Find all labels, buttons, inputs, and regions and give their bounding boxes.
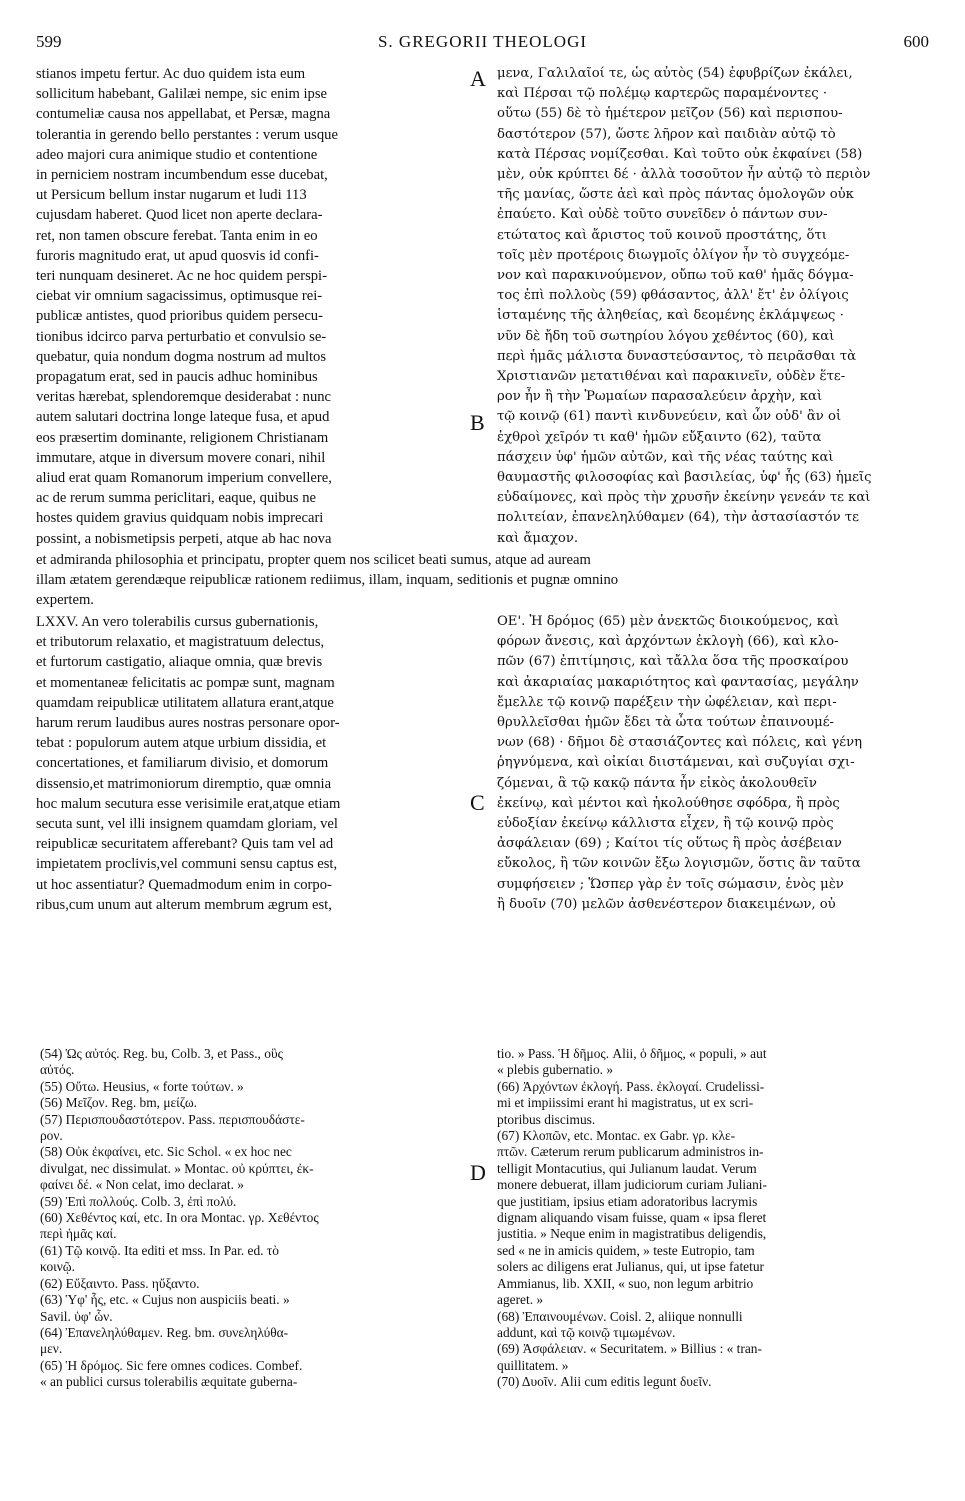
greek-line: ἐκείνῳ, καὶ μέντοι καὶ ἠκολούθησε σφόδρα, ἢ πρὸς [497,795,840,811]
footnote-line: (54) Ὡς αὐτός. Reg. bu, Colb. 3, et Pass., οὓς [40,1046,283,1061]
latin-line: secuta sunt, vel illi insignem quamdam gloriam, vel [36,816,338,833]
latin-line: et momentaneæ felicitatis ac pompæ sunt, magnam [36,674,335,691]
greek-line: εὐδοξίαν ἐκείνῳ κάλλιστα εἶχεν, ἢ τῷ κοινῷ πρὸς [497,816,834,832]
greek-line: οὕτω (55) δὲ τὸ ἡμέτερον μεῖζον (56) καὶ περισπου- [497,106,843,122]
footnotes-right [497,1046,931,1391]
footnote-line: πτῶν. Cæterum rerum publicarum administros in- [497,1144,764,1160]
footnote-line: (58) Οὐκ ἐκφαίνει, etc. Sic Schol. « ex hoc nec [40,1144,292,1160]
right-page-number: 600 [903,32,929,51]
latin-line: teri nunquam desineret. Ac ne hoc quidem perspi- [36,268,327,285]
greek-line: τος ἐπὶ πολλοὺς (59) φθάσαντος, ἀλλ' ἔτ' ἐν ὀλίγοις [497,288,849,304]
latin-line: et admiranda philosophia et principatu, propter quem nos scilicet beati sumus, atque ad auream [36,552,591,568]
latin-line: adeo majori cura animique studio et contentione [36,146,318,163]
greek-line: ετώτατος καὶ ἄριστος τοῦ κοινοῦ προστάτης, ὅτι [497,227,827,243]
footnote-line: monere debuerat, illam judiciorum curiam Juliani- [497,1177,767,1193]
greek-line: θαυμαστῆς φιλοσοφίας καὶ βασιλείας, ὑφ' ἧς (63) ἡμεῖς [497,470,872,486]
latin-line: et tributorum relaxatio, et magistratuum delectus, [36,634,325,651]
latin-line: furoris magnitudo erat, ut apud quosvis id confi- [36,247,319,264]
footnote-line: (56) Μεῖζον. Reg. bm, μείζω. [40,1095,197,1111]
greek-line: μὲν, οὐκ κρύπτει δέ · ἀλλὰ τοσοῦτον ἦν αὐτῷ τὸ περιὸν [497,167,871,183]
margin-letter-a: A [470,66,486,91]
greek-line: τοῖς μὲν προτέροις διωγμοῖς ὀλίγον ἦν τὸ συγχεόμε- [497,247,850,263]
footnote-line: « an publici cursus tolerabilis æquitate guberna- [40,1374,298,1390]
greek-column-section-1 [497,64,931,549]
greek-line: θρυλλεῖσθαι ἡμῶν ἔδει τὰ ὦτα τούτων ἐπαινουμέ- [497,715,834,731]
footnote-line: addunt, καὶ τῷ κοινῷ τιμωμένων. [497,1324,676,1340]
latin-line: hostes quidem gravius quidquam nobis imprecari [36,510,324,527]
footnote-line: φαίνει δέ. « Non celat, imo declarat. » [40,1177,244,1193]
footnote-line: que justitiam, ipsius etiam adoratoribus lacrymis [497,1193,758,1209]
latin-line: cujusdam haberet. Quod licet non aperte declara- [36,207,323,224]
latin-line: impietatem proclivis,vel communi sensu captus est, [36,856,338,873]
greek-line: Χριστιανῶν μετατιθέναι καὶ παρακινεῖν, οὐδὲν ἕτε- [497,369,846,385]
latin-line: LXXV. An vero tolerabilis cursus gubernationis, [36,614,319,630]
footnote-line: (69) Ἀσφάλειαν. « Securitatem. » Billius : « tran- [497,1341,762,1357]
latin-line: eos præsertim dominante, religionem Christianam [36,429,329,446]
greek-line: περὶ ἡμᾶς μάλιστα δυναστεύσαντος, τὸ πειρᾶσθαι τὰ [497,348,857,364]
latin-line: ut hoc assentiatur? Quemadmodum enim in corpo- [36,876,332,893]
footnote-line: divulgat, nec dissimulat. » Montac. οὐ κρύπτει, ἐκ- [40,1160,314,1176]
latin-line: ut Persicum bellum instar nugarum et ludi 113 [36,187,307,204]
greek-line: δαστότερον (57), ὥστε λῆρον καὶ παιδιὰν αὐτῷ τὸ [497,126,836,142]
margin-letter-b: B [470,410,485,435]
footnote-line: (62) Εὔξαιντο. Pass. ηὔξαντο. [40,1275,200,1291]
footnote-line: quillitatem. » [497,1357,569,1373]
footnote-line: justitia. » Neque enim in magistratibus deligendis, [497,1226,767,1242]
footnote-line: telligit Montacutius, qui Julianum laudat. Verum [497,1160,757,1176]
latin-line: reipublicæ securitatem afferebant? Quis tam vel ad [36,836,334,853]
latin-line: ret, non tamen obscure ferebat. Tanta enim in eo [36,227,318,244]
footnote-line: (66) Ἀρχόντων ἐκλογή. Pass. ἐκλογαί. Crudelissi- [497,1078,765,1094]
latin-line: immutare, atque in diversum movere conari, nihil [36,449,326,466]
footnote-line: (67) Κλοπῶν, etc. Montac. ex Gabr. γρ. κλε- [497,1128,736,1144]
greek-line: ζόμεναι, ἃ τῷ κακῷ πάντα ἦν εἰκὸς ἀκολουθεῖν [497,775,817,791]
latin-line: et furtorum castigatio, aliaque omnia, quæ brevis [36,654,323,671]
latin-line: quebatur, quia nondum dogma nostrum ad multos [36,348,327,365]
latin-line: tebat : populorum autem atque urbium dissidia, et [36,735,327,752]
latin-line: stianos impetu fertur. Ac duo quidem ista eum [36,66,306,82]
latin-line: veritas hærebat, splendoremque desiderabat : nunc [36,389,332,406]
greek-line: ἐπαύετο. Καὶ οὐδὲ τοῦτο συνεῖδεν ὁ πάντων συν- [497,207,828,223]
footnote-line: (65) Ἡ δρόμος. Sic fere omnes codices. Combef. [40,1357,303,1373]
margin-letter-d: D [470,1160,486,1185]
latin-line: contumeliæ causa nos appellabat, et Persæ, magna [36,106,331,123]
latin-line: concertationes, et familiarum divisio, et domorum [36,755,329,772]
footnote-line: (68) Ἐπαινουμένων. Coisl. 2, aliique nonnulli [497,1308,743,1324]
footnote-line: περὶ ἡμᾶς καί. [40,1226,117,1242]
footnote-line: μεν. [40,1341,63,1357]
latin-line: sollicitum habebant, Galilæi nempe, sic enim ipse [36,86,328,103]
latin-column-section-2 [36,612,466,915]
footnote-line: ptoribus discimus. [497,1111,596,1127]
latin-line: harum rerum laudibus aures nostras personare opor- [36,715,340,732]
greek-line: ἢ δυοῖν (70) μελῶν ἀσθενέστερον διακειμένων, οὐ [497,896,836,912]
latin-column-section-1 [36,64,466,549]
latin-line: publicæ antistes, quod prioribus quidem persecu- [36,308,323,325]
page-header [36,32,929,58]
footnote-line: (70) Δυοῖν. Alii cum editis legunt δυεῖν. [497,1374,712,1390]
greek-line: εὔκολος, ἢ τῶν κοινῶν ἔξω λογισμῶν, ὅστις ἂν ταῦτα [497,856,861,872]
greek-line: καὶ Πέρσαι τῷ πολέμῳ καρτερῶς παραμένοντες · [497,86,828,102]
footnote-line: (55) Οὕτω. Heusius, « forte τούτων. » [40,1078,244,1094]
greek-line: τῆς μανίας, ὥστε ἀεὶ καὶ πρὸς πάντας ὁμολογῶν οὐκ [497,187,854,203]
greek-line: ῥηγνύμενα, καὶ οἰκίαι διιστάμεναι, καὶ συζυγίαι σχι- [497,755,855,771]
greek-line: ἀσφάλειαν (69) ; Καίτοι τίς οὕτως ἢ πρὸς ἀσέβειαν [497,836,842,852]
latin-line: quamdam reipublicæ utilitatem allatura erant,atque [36,694,334,711]
latin-line: illam ætatem gerendæque reipublicæ rationem rediimus, illam, inquam, seditionis et pugnæ omnino [36,572,619,589]
latin-line: dissensio,et matrimoniorum diremptio, quæ omnia [36,775,332,792]
footnote-line: dignam aliquando visam fuisse, quam « ipsa fleret [497,1210,767,1226]
footnote-line: (63) Ὑφ' ἧς, etc. « Cujus non auspiciis beati. » [40,1292,290,1308]
footnote-line: (64) Ἐπανεληλύθαμεν. Reg. bm. συνεληλύθα- [40,1324,289,1340]
greek-line: εὐδαίμονες, καὶ πρὸς τὴν χρυσῆν ἐκείνην γενεάν τε καὶ [497,490,871,506]
greek-line: τῷ κοινῷ (61) παντὶ κινδυνεύειν, καὶ ὧν οὐδ' ἂν οἱ [497,409,842,425]
latin-line: ciebat vir omnium sagacissimus, optimusque rei- [36,288,323,305]
greek-line: νων (68) · δῆμοι δὲ στασιάζοντες καὶ πόλεις, καὶ γένη [497,735,863,751]
left-page-number: 599 [36,32,62,51]
greek-line: ἱσταμένης τῆς ἀληθείας, καὶ δεομένης ἐκλάμψεως · [497,308,844,324]
footnotes-left [40,1046,470,1391]
greek-line: μενα, Γαλιλαῖοί τε, ὡς αὐτὸς (54) ἐφυβρίζων ἐκάλει, [497,66,853,81]
footnote-line: Ammianus, lib. XXII, « suo, non legum arbitrio [497,1275,754,1291]
greek-line: πολιτείαν, ἐπανεληλύθαμεν (64), τὴν ἀστασίαστόν τε [497,510,859,526]
latin-line: expertem. [36,592,94,609]
greek-line: συμφήσειεν ; Ὥσπερ γὰρ ἐν τοῖς σώμασιν, ἑνὸς μὲν [497,876,844,892]
latin-line: tolerantia in gerendo bello perstantes : verum usque [36,126,338,143]
greek-line: ἐχθροὶ χεῖρόν τι καθ' ἡμῶν εὔξαιντο (62), ταῦτα [497,429,822,445]
footnote-line: Savil. ὑφ' ὧν. [40,1308,113,1324]
latin-line: hoc malum secutura esse verisimile erat,atque etiam [36,795,341,812]
footnote-line: ageret. » [497,1292,544,1308]
latin-line: autem salutari doctrina longe lateque fusa, et apud [36,409,330,426]
footnote-line: (59) Ἐπὶ πολλούς. Colb. 3, ἐπὶ πολύ. [40,1193,237,1209]
greek-line: καὶ ἀκαριαίας μακαριότητος καὶ φαντασίας, μεγάλην [497,674,859,690]
greek-line: νῦν δὲ ἤδη τοῦ σωτηρίου λόγου χεθέντος (60), καὶ [497,328,835,344]
margin-letter-c: C [470,790,485,815]
greek-line: νον καὶ παρακινούμενον, οὔπω τοῦ καθ' ἡμᾶς δόγμα- [497,268,854,284]
footnote-line: (60) Χεθέντος καί, etc. In ora Montac. γρ. Χεθέντος [40,1210,319,1226]
greek-column-section-2 [497,612,931,915]
latin-line: ribus,cum unum aut alterum membrum ægrum est, [36,896,332,913]
greek-line: ρον ἦν ἢ τὴν Ῥωμαίων παρασαλεύειν ἀρχὴν, καὶ [497,389,823,405]
latin-line: in perniciem nostram incumbendum esse ducebat, [36,167,328,184]
footnote-line: sed « ne in amicis quidem, » teste Eutropio, tam [497,1242,755,1258]
greek-line: κατὰ Πέρσας νομίζεσθαι. Καὶ τοῦτο οὐκ ἐκφαίνει (58) [497,146,863,162]
full-width-latin-text [36,550,931,611]
footnote-line: αὐτός. [40,1062,75,1078]
footnote-line: mi et impiissimi erant hi magistratus, ut ex scri- [497,1095,754,1111]
footnote-line: (61) Τῷ κοινῷ. Ita editi et mss. In Par. ed. τὸ [40,1242,279,1258]
latin-line: tionibus idcirco parva perturbatio et convulsio se- [36,328,327,345]
latin-line: aliud erat quam Romanorum imperium convellere, [36,470,332,487]
footnote-line: ρον. [40,1128,63,1144]
greek-line: φόρων ἄνεσις, καὶ ἀρχόντων ἐκλογὴ (66), καὶ κλο- [497,634,839,650]
greek-line: πῶν (67) ἐπιτίμησις, καὶ τἄλλα ὅσα τῆς προσκαίρου [497,654,849,670]
greek-line: ΟΕ'. Ἡ δρόμος (65) μὲν ἀνεκτῶς διοικούμενος, καὶ [497,614,840,629]
greek-line: πάσχειν ὑφ' ἡμῶν αὐτῶν, καὶ τῆς νέας ταύτης καὶ [497,449,834,465]
footnote-line: « plebis gubernatio. » [497,1062,614,1078]
footnote-line: (57) Περισπουδαστότερον. Pass. περισπουδάστε- [40,1111,305,1127]
latin-line: possint, a nobismetipsis perpeti, atque ab hac nova [36,530,332,547]
footnote-line: solers ac diligens erat Julianus, qui, ut ipse fatetur [497,1259,765,1275]
greek-line: καὶ ἄμαχον. [497,530,579,546]
footnote-line: tio. » Pass. Ἡ δῆμος. Alii, ὁ δῆμος, « populi, » aut [497,1046,767,1061]
greek-line: ἔμελλε τῷ κοινῷ παρέξειν τὴν ὠφέλειαν, καὶ περι- [497,694,837,710]
latin-line: propagatum erat, sed in paucis adhuc hominibus [36,369,318,386]
running-title: S. GREGORII THEOLOGI [377,32,588,51]
latin-line: ac de rerum summa periclitari, eaque, quibus ne [36,490,317,507]
footnote-line: κοινῷ. [40,1259,75,1275]
